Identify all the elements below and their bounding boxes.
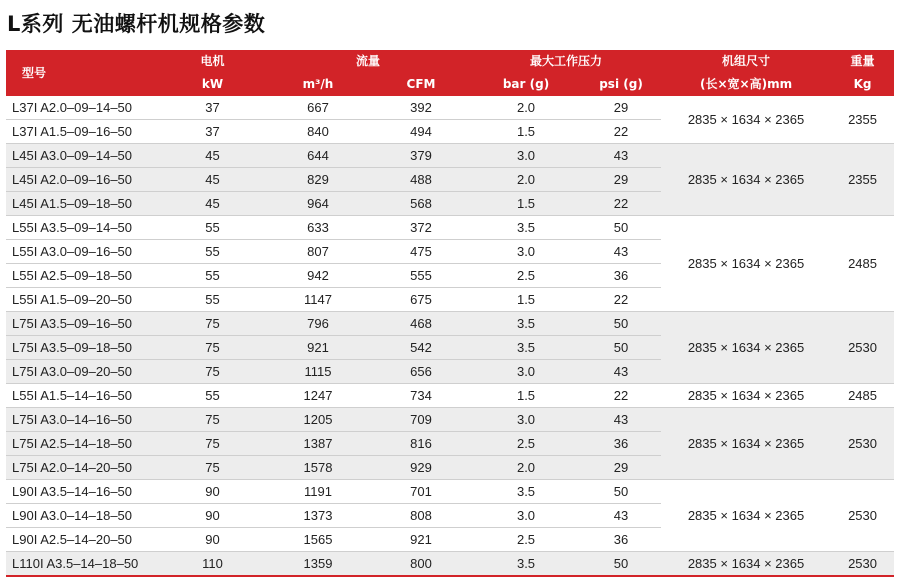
header-motor: 电机 [160,50,265,73]
cell-psi: 50 [581,216,661,240]
cell-m3h: 840 [265,120,371,144]
cell-model: L45I A1.5–09–18–50 [6,192,160,216]
cell-kw: 55 [160,216,265,240]
cell-bar: 2.5 [471,264,581,288]
cell-model: L55I A1.5–14–16–50 [6,384,160,408]
cell-kw: 55 [160,384,265,408]
cell-dims: 2835 × 1634 × 2365 [661,552,831,577]
header-m3h: m³/h [265,73,371,96]
cell-dims: 2835 × 1634 × 2365 [661,144,831,216]
cell-psi: 29 [581,456,661,480]
cell-m3h: 1578 [265,456,371,480]
cell-weight: 2355 [831,96,894,144]
cell-kw: 45 [160,144,265,168]
cell-model: L37I A1.5–09–16–50 [6,120,160,144]
header-psi: psi (g) [581,73,661,96]
cell-psi: 22 [581,384,661,408]
cell-model: L75I A3.0–14–16–50 [6,408,160,432]
cell-m3h: 1373 [265,504,371,528]
cell-cfm: 494 [371,120,471,144]
cell-model: L75I A3.5–09–18–50 [6,336,160,360]
cell-bar: 1.5 [471,120,581,144]
cell-psi: 50 [581,336,661,360]
cell-cfm: 468 [371,312,471,336]
header-dims: 机组尺寸 [661,50,831,73]
cell-bar: 3.5 [471,312,581,336]
cell-bar: 3.5 [471,336,581,360]
header-kw: kW [160,73,265,96]
cell-cfm: 701 [371,480,471,504]
header-model: 型号 [6,50,160,96]
cell-psi: 36 [581,264,661,288]
cell-m3h: 1147 [265,288,371,312]
cell-m3h: 644 [265,144,371,168]
cell-kw: 45 [160,192,265,216]
cell-kw: 75 [160,408,265,432]
cell-psi: 36 [581,528,661,552]
cell-weight: 2530 [831,480,894,552]
header-cfm: CFM [371,73,471,96]
cell-cfm: 542 [371,336,471,360]
cell-model: L75I A3.0–09–20–50 [6,360,160,384]
cell-model: L90I A3.0–14–18–50 [6,504,160,528]
cell-m3h: 1115 [265,360,371,384]
header-weight: 重量 [831,50,894,73]
cell-m3h: 1205 [265,408,371,432]
cell-cfm: 800 [371,552,471,577]
cell-cfm: 488 [371,168,471,192]
cell-m3h: 1359 [265,552,371,577]
cell-bar: 3.5 [471,480,581,504]
cell-model: L55I A1.5–09–20–50 [6,288,160,312]
cell-m3h: 796 [265,312,371,336]
header-bar: bar (g) [471,73,581,96]
cell-model: L110I A3.5–14–18–50 [6,552,160,577]
cell-kw: 37 [160,96,265,120]
cell-dims: 2835 × 1634 × 2365 [661,384,831,408]
table-row [6,480,894,504]
cell-bar: 2.5 [471,528,581,552]
cell-m3h: 921 [265,336,371,360]
cell-weight: 2530 [831,408,894,480]
cell-m3h: 1387 [265,432,371,456]
cell-psi: 50 [581,480,661,504]
table-row [6,216,894,240]
cell-cfm: 734 [371,384,471,408]
cell-m3h: 807 [265,240,371,264]
cell-bar: 3.0 [471,504,581,528]
table-row [6,384,894,408]
cell-bar: 1.5 [471,192,581,216]
cell-psi: 36 [581,432,661,456]
table-row [6,408,894,432]
cell-model: L75I A3.5–09–16–50 [6,312,160,336]
cell-model: L75I A2.0–14–20–50 [6,456,160,480]
cell-psi: 22 [581,192,661,216]
cell-bar: 2.0 [471,168,581,192]
cell-weight: 2485 [831,216,894,312]
cell-bar: 3.0 [471,408,581,432]
cell-kw: 75 [160,432,265,456]
cell-cfm: 656 [371,360,471,384]
header-kg: Kg [831,73,894,96]
cell-model: L90I A2.5–14–20–50 [6,528,160,552]
table-body [6,96,894,576]
cell-kw: 90 [160,480,265,504]
cell-weight: 2485 [831,384,894,408]
table-row [6,96,894,120]
cell-m3h: 1247 [265,384,371,408]
cell-kw: 90 [160,504,265,528]
cell-bar: 1.5 [471,384,581,408]
cell-dims: 2835 × 1634 × 2365 [661,480,831,552]
cell-bar: 3.5 [471,216,581,240]
cell-m3h: 667 [265,96,371,120]
cell-model: L90I A3.5–14–16–50 [6,480,160,504]
cell-model: L45I A2.0–09–16–50 [6,168,160,192]
cell-cfm: 709 [371,408,471,432]
cell-cfm: 929 [371,456,471,480]
cell-model: L55I A2.5–09–18–50 [6,264,160,288]
cell-weight: 2530 [831,312,894,384]
cell-psi: 22 [581,288,661,312]
cell-psi: 43 [581,144,661,168]
cell-psi: 22 [581,120,661,144]
cell-dims: 2835 × 1634 × 2365 [661,312,831,384]
cell-m3h: 1191 [265,480,371,504]
cell-bar: 1.5 [471,288,581,312]
cell-cfm: 675 [371,288,471,312]
cell-kw: 75 [160,456,265,480]
cell-kw: 55 [160,264,265,288]
spec-table [6,50,894,577]
cell-cfm: 372 [371,216,471,240]
cell-psi: 29 [581,96,661,120]
page-title: L系列 无油螺杆机规格参数 [7,12,266,36]
cell-cfm: 379 [371,144,471,168]
cell-cfm: 475 [371,240,471,264]
cell-kw: 37 [160,120,265,144]
cell-model: L37I A2.0–09–14–50 [6,96,160,120]
cell-dims: 2835 × 1634 × 2365 [661,408,831,480]
cell-bar: 2.0 [471,96,581,120]
cell-cfm: 392 [371,96,471,120]
cell-cfm: 816 [371,432,471,456]
cell-cfm: 568 [371,192,471,216]
header-flow: 流量 [265,50,471,73]
header-pressure: 最大工作压力 [471,50,661,73]
cell-m3h: 1565 [265,528,371,552]
cell-psi: 43 [581,360,661,384]
cell-bar: 2.5 [471,432,581,456]
cell-model: L55I A3.0–09–16–50 [6,240,160,264]
cell-kw: 75 [160,336,265,360]
cell-dims: 2835 × 1634 × 2365 [661,96,831,144]
cell-kw: 55 [160,240,265,264]
cell-psi: 50 [581,552,661,577]
cell-kw: 90 [160,528,265,552]
cell-m3h: 633 [265,216,371,240]
cell-bar: 3.0 [471,360,581,384]
cell-kw: 45 [160,168,265,192]
cell-psi: 43 [581,408,661,432]
cell-kw: 55 [160,288,265,312]
cell-cfm: 921 [371,528,471,552]
cell-weight: 2355 [831,144,894,216]
cell-model: L55I A3.5–09–14–50 [6,216,160,240]
cell-cfm: 808 [371,504,471,528]
table-row [6,312,894,336]
table-row [6,144,894,168]
cell-m3h: 942 [265,264,371,288]
cell-psi: 43 [581,504,661,528]
header-dims-unit: (长×宽×高)mm [661,73,831,96]
cell-m3h: 964 [265,192,371,216]
table-row [6,552,894,577]
cell-m3h: 829 [265,168,371,192]
cell-model: L45I A3.0–09–14–50 [6,144,160,168]
cell-bar: 2.0 [471,456,581,480]
table-header [6,50,894,96]
cell-dims: 2835 × 1634 × 2365 [661,216,831,312]
cell-psi: 29 [581,168,661,192]
cell-cfm: 555 [371,264,471,288]
cell-bar: 3.0 [471,144,581,168]
cell-bar: 3.5 [471,552,581,577]
cell-psi: 43 [581,240,661,264]
cell-kw: 110 [160,552,265,577]
cell-weight: 2530 [831,552,894,577]
cell-bar: 3.0 [471,240,581,264]
cell-kw: 75 [160,312,265,336]
cell-psi: 50 [581,312,661,336]
cell-kw: 75 [160,360,265,384]
cell-model: L75I A2.5–14–18–50 [6,432,160,456]
